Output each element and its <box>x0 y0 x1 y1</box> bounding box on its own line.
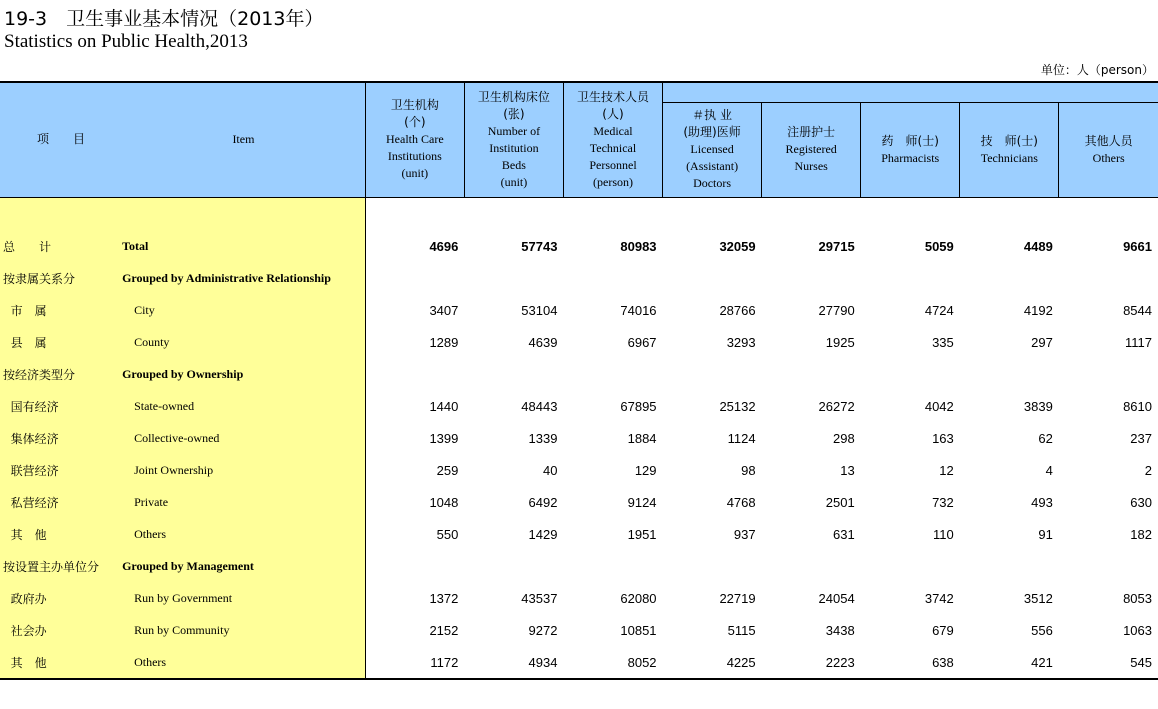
row-label-english: City <box>122 294 365 326</box>
table-cell: 732 <box>932 494 954 510</box>
table-cell <box>861 358 960 390</box>
table-cell: 74016 <box>620 302 657 318</box>
table-cell: 8610 <box>1123 398 1152 414</box>
unit-label: 单位：人（person） <box>1040 63 1154 77</box>
table-cell <box>563 550 662 582</box>
table-body <box>0 197 1158 679</box>
table-cell <box>663 550 762 582</box>
table-row <box>0 582 1158 614</box>
row-label-chinese: 按隶属关系分 <box>0 262 122 294</box>
header-personnel-breakdown <box>663 82 1158 102</box>
table-cell: 556 <box>1031 622 1053 638</box>
row-label-english: Grouped by Ownership <box>122 358 365 390</box>
table-cell: 9124 <box>627 494 657 510</box>
table-cell: 1951 <box>627 526 657 542</box>
header-item-en: Item <box>122 82 365 197</box>
table-cell: 1048 <box>429 494 459 510</box>
table-cell <box>464 358 563 390</box>
table-cell: 1440 <box>429 398 459 414</box>
row-label-chinese: 总 计 <box>0 230 122 262</box>
table-cell: 6492 <box>528 494 558 510</box>
table-cell: 237 <box>1130 430 1152 446</box>
table-cell: 3293 <box>726 334 756 350</box>
header-personnel: 卫生技术人员 (人) Medical Technical Personnel (person) <box>563 82 662 197</box>
table-cell: 10851 <box>620 622 657 638</box>
table-cell: 8544 <box>1123 302 1152 318</box>
table-cell: 80983 <box>620 238 657 254</box>
table-cell: 493 <box>1031 494 1053 510</box>
table-cell <box>762 262 861 294</box>
table-cell: 5059 <box>924 238 954 254</box>
table-cell: 1399 <box>429 430 459 446</box>
table-cell: 2 <box>1144 462 1152 478</box>
table-cell: 3512 <box>1023 590 1053 606</box>
table-cell: 1372 <box>429 590 459 606</box>
table-cell: 110 <box>933 526 954 542</box>
table-cell: 28766 <box>719 302 756 318</box>
table-cell <box>1059 550 1158 582</box>
table-cell: 98 <box>741 462 756 478</box>
table-cell: 9272 <box>528 622 558 638</box>
table-cell: 4724 <box>924 302 954 318</box>
table-row <box>0 486 1158 518</box>
table-cell <box>1059 262 1158 294</box>
table-cell: 8052 <box>563 646 662 679</box>
table-cell: 62080 <box>620 590 657 606</box>
table-cell: 24054 <box>818 590 855 606</box>
table-cell <box>960 550 1059 582</box>
row-label-english: Grouped by Management <box>122 550 365 582</box>
table-cell <box>464 262 563 294</box>
table-cell: 4768 <box>726 494 756 510</box>
row-label-chinese: 集体经济 <box>0 422 122 454</box>
table-cell: 27790 <box>818 302 855 318</box>
row-label-chinese: 按设置主办单位分 <box>0 550 122 582</box>
row-label-english: Collective-owned <box>122 422 365 454</box>
table-cell: 3438 <box>825 622 855 638</box>
table-cell: 421 <box>960 646 1059 679</box>
table-cell: 1884 <box>627 430 657 446</box>
header-beds: 卫生机构床位 (张) Number of Institution Beds (unit) <box>464 82 563 197</box>
row-label-english: State-owned <box>122 390 365 422</box>
table-cell: 25132 <box>719 398 756 414</box>
row-label-chinese: 政府办 <box>0 582 122 614</box>
header-nurses: 注册护士 Registered Nurses <box>762 102 861 197</box>
row-label-chinese: 县 属 <box>0 326 122 358</box>
row-label-chinese: 按经济类型分 <box>0 358 122 390</box>
row-label-chinese: 社会办 <box>0 614 122 646</box>
table-row <box>0 646 1158 679</box>
table-cell: 8053 <box>1123 590 1152 606</box>
table-cell <box>464 550 563 582</box>
table-cell: 4 <box>1045 462 1053 478</box>
table-cell: 43537 <box>521 590 558 606</box>
table-cell: 32059 <box>719 238 756 254</box>
table-cell: 2152 <box>429 622 459 638</box>
table-row <box>0 518 1158 550</box>
table-cell: 4696 <box>429 238 459 254</box>
table-cell: 48443 <box>521 398 558 414</box>
table-cell: 1172 <box>365 646 464 679</box>
table-cell: 29715 <box>818 238 855 254</box>
table-cell: 297 <box>1031 334 1053 350</box>
row-label-english: Others <box>122 646 365 679</box>
table-cell: 2501 <box>825 494 855 510</box>
table-cell: 62 <box>1038 430 1053 446</box>
spacer-row <box>0 197 1158 230</box>
table-cell: 3742 <box>924 590 954 606</box>
table-cell <box>762 550 861 582</box>
table-cell: 3839 <box>1023 398 1053 414</box>
row-label-chinese: 其 他 <box>0 518 122 550</box>
group-row <box>0 550 1158 582</box>
table-cell: 9661 <box>1123 238 1152 254</box>
row-label-chinese: 市 属 <box>0 294 122 326</box>
table-cell: 182 <box>1130 526 1152 542</box>
table-cell: 4934 <box>464 646 563 679</box>
table-cell: 631 <box>832 526 855 542</box>
row-label-english: Run by Government <box>122 582 365 614</box>
table-cell <box>861 262 960 294</box>
table-cell: 5115 <box>727 622 756 638</box>
table-cell: 40 <box>542 462 558 478</box>
table-cell: 4192 <box>1023 302 1053 318</box>
header-pharmacists: 药 师(士) Pharmacists <box>861 102 960 197</box>
table-cell <box>663 358 762 390</box>
table-cell: 679 <box>932 622 954 638</box>
table-cell <box>1059 358 1158 390</box>
table-cell: 545 <box>1059 646 1158 679</box>
table-cell: 53104 <box>521 302 558 318</box>
group-row <box>0 358 1158 390</box>
row-label-chinese: 其 他 <box>0 646 122 679</box>
table-cell: 638 <box>861 646 960 679</box>
table-cell: 129 <box>634 462 657 478</box>
row-label-english: Others <box>122 518 365 550</box>
row-label-english: Joint Ownership <box>122 454 365 486</box>
table-cell <box>563 358 662 390</box>
row-label-chinese: 私营经济 <box>0 486 122 518</box>
table-cell: 91 <box>1038 526 1053 542</box>
table-row <box>0 422 1158 454</box>
row-label-chinese: 国有经济 <box>0 390 122 422</box>
row-label-english: County <box>122 326 365 358</box>
header-others: 其他人员 Others <box>1059 102 1158 197</box>
row-label-english: Run by Community <box>122 614 365 646</box>
header-item-cn: 项 目 <box>0 82 122 197</box>
row-label-english: Grouped by Administrative Relationship <box>122 262 365 294</box>
table-cell: 298 <box>832 430 855 446</box>
table-cell: 6967 <box>627 334 657 350</box>
table-cell: 1925 <box>825 334 855 350</box>
table-cell <box>365 550 464 582</box>
table-cell: 1289 <box>429 334 459 350</box>
table-cell <box>762 358 861 390</box>
table-cell: 3407 <box>429 302 459 318</box>
table-cell: 1124 <box>727 430 756 446</box>
table-cell: 26272 <box>818 398 855 414</box>
table-cell: 4225 <box>663 646 762 679</box>
table-cell: 4489 <box>1023 238 1053 254</box>
table-cell: 2223 <box>762 646 861 679</box>
row-label-chinese: 联营经济 <box>0 454 122 486</box>
table-cell: 1339 <box>528 430 558 446</box>
table-cell <box>365 262 464 294</box>
table-row <box>0 614 1158 646</box>
table-cell: 1117 <box>1125 334 1152 350</box>
table-cell: 335 <box>932 334 954 350</box>
table-cell <box>365 358 464 390</box>
header-technicians: 技 师(士) Technicians <box>960 102 1059 197</box>
table-row <box>0 454 1158 486</box>
table-cell: 57743 <box>521 238 558 254</box>
table-cell: 163 <box>932 430 954 446</box>
group-row <box>0 262 1158 294</box>
table-cell: 630 <box>1130 494 1152 510</box>
table-cell <box>563 262 662 294</box>
table-cell: 1429 <box>528 526 558 542</box>
table-cell: 67895 <box>620 398 657 414</box>
table-cell <box>861 550 960 582</box>
table-cell <box>960 358 1059 390</box>
table-cell: 22719 <box>719 590 756 606</box>
statistics-table <box>0 81 1158 680</box>
header-doctors: ＃执 业 (助理)医师 Licensed (Assistant) Doctors <box>663 102 762 197</box>
row-label-english: Total <box>122 230 365 262</box>
table-cell: 937 <box>733 526 756 542</box>
table-cell <box>663 262 762 294</box>
table-row <box>0 294 1158 326</box>
table-title-english: Statistics on Public Health,2013 <box>4 31 248 52</box>
table-cell: 550 <box>436 526 459 542</box>
table-cell <box>960 262 1059 294</box>
table-cell: 1063 <box>1123 622 1152 638</box>
header-institutions: 卫生机构 (个) Health Care Institutions (unit) <box>365 82 464 197</box>
table-title-chinese: 19-3 卫生事业基本情况（2013年） <box>4 8 324 30</box>
table-cell: 259 <box>436 462 459 478</box>
table-row <box>0 390 1158 422</box>
table-cell: 13 <box>840 462 855 478</box>
row-label-english: Private <box>122 486 365 518</box>
total-row <box>0 230 1158 262</box>
table-row <box>0 326 1158 358</box>
table-cell: 4042 <box>924 398 954 414</box>
table-cell: 12 <box>939 462 954 478</box>
table-cell: 4639 <box>528 334 558 350</box>
